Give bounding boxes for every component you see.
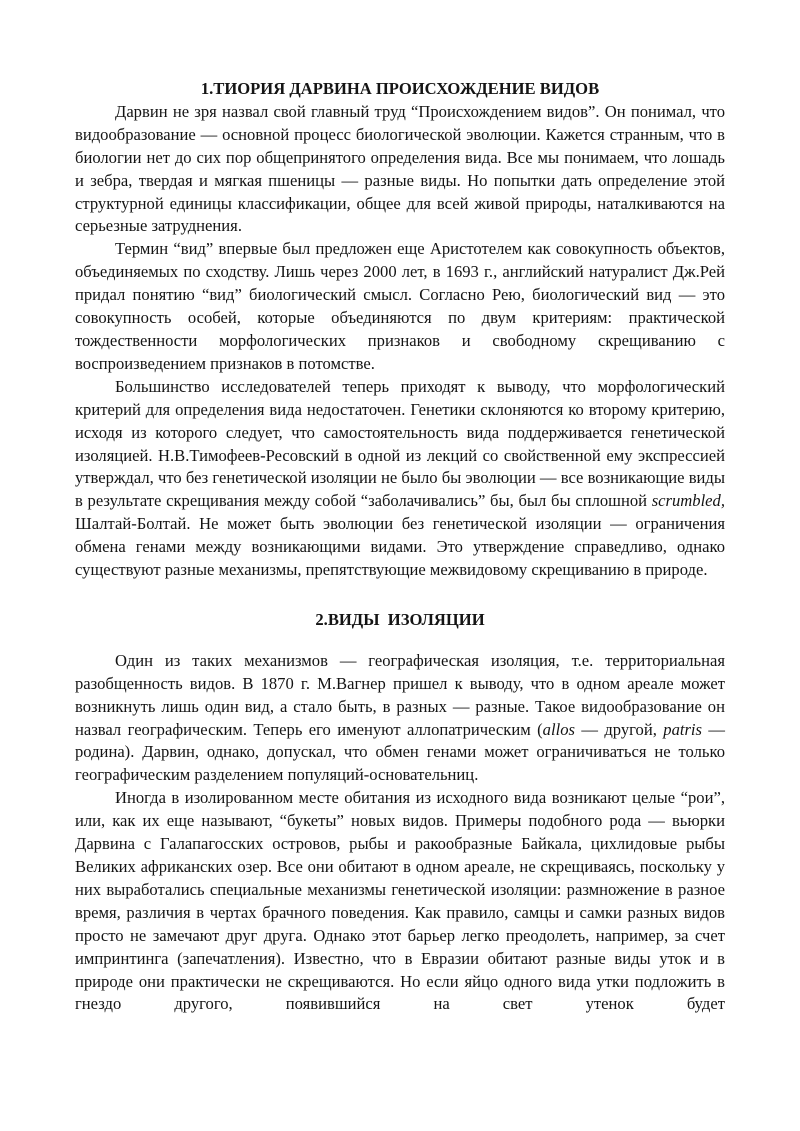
- paragraph-text: — родина). Дарвин, однако, допускал, что обмен генами может ограничиваться не только географическим разделением популяций-основательниц.: [75, 719, 725, 785]
- section-1-title: 1.ТИОРИЯ ДАРВИНА ПРОИСХОЖДЕНИЕ ВИДОВ: [200, 79, 600, 98]
- paragraph-text: Большинство исследователей теперь приходят к выводу, что морфологический критерий для определения вида недостаточен. Генетики склоняются ко второму критерию, исходя из которого следует, что самостоятельность вида поддерживается генетической изоляцией. Н.В.Тимофеев-Ресовский в одной из лекций со свойственной ему экспрессией утверждал, что без генетической изоляции не было бы эволюции — все возникающие виды в результате скрещивания между собой “заболачивались” бы, был бы сплошной: [75, 376, 725, 511]
- section-2-title: 2.ВИДЫ ИЗОЛЯЦИИ: [315, 609, 485, 629]
- paragraph-text: Один из таких механизмов — географическая изоляция, т.е. территориальная разобщенность видов. В 1870 г. М.Вагнер пришел к выводу, что в одном ареале может возникнуть лишь один вид, а стало быть, в разных — разные. Такое видообразование он назвал географическим. Теперь его именуют аллопатрическим (: [75, 650, 725, 739]
- italic-term: scrumbled,: [651, 491, 725, 511]
- section-1-paragraph-3: [75, 376, 725, 582]
- document-page: [75, 78, 725, 1016]
- paragraph-text: Шалтай-Болтай. Не может быть эволюции без генетической изоляции — ограничения обмена генами между возникающими видами. Это утверждение справедливо, однако существуют разные механизмы, препятствующие межвидовому скрещиванию в природе.: [75, 514, 725, 580]
- section-1-paragraph-2: Термин “вид” впервые был предложен еще Аристотелем как совокупность объектов, объединяемых по сходству. Лишь через 2000 лет, в 1693 г., английский натуралист Дж.Рей придал понятию “вид” биологический смысл. Согласно Рею, биологический вид — это совокупность особей, которые объединяются по двум критериям: практической тождественности морфологических признаков и свободному скрещиванию с воспроизведением признаков в потомстве.: [75, 239, 725, 373]
- paragraph-text: — другой,: [574, 719, 664, 739]
- section-2-paragraph-2: Иногда в изолированном месте обитания из исходного вида возникают целые “рои”, или, как их еще называют, “букеты” новых видов. Примеры подобного рода — вьюрки Дарвина с Галапагосских островов, рыбы и ракообразные Байкала, цихлидовые рыбы Великих африканских озер. Все они обитают в одном ареале, не скрещиваясь, поскольку у них выработались специальные механизмы генетической изоляции: размножение в разное время, различия в чертах брачного поведения. Как правило, самцы и самки разных видов просто не замечают друг друга. Однако этот барьер легко преодолеть, например, за счет импринтинга (запечатления). Известно, что в Евразии обитают разные виды уток и в природе они практически не скрещиваются. Но если яйцо одного вида утки подложить в гнездо другого, появившийся на свет утенок будет: [75, 788, 725, 1014]
- italic-term: allos: [542, 719, 575, 739]
- section-2-paragraph-1: [75, 650, 725, 787]
- italic-term: patris: [663, 719, 702, 739]
- section-1-paragraph-1: Дарвин не зря назвал свой главный труд “Происхождением видов”. Он понимал, что видообразование — основной процесс биологической эволюции. Кажется странным, что в биологии нет до сих пор общепринятого определения вида. Все мы понимаем, что лошадь и зебра, твердая и мягкая пшеницы — разные виды. Но попытки дать определение этой структурной единицы классификации, общее для всей живой природы, наталкиваются на серьезные затруднения.: [75, 101, 725, 236]
